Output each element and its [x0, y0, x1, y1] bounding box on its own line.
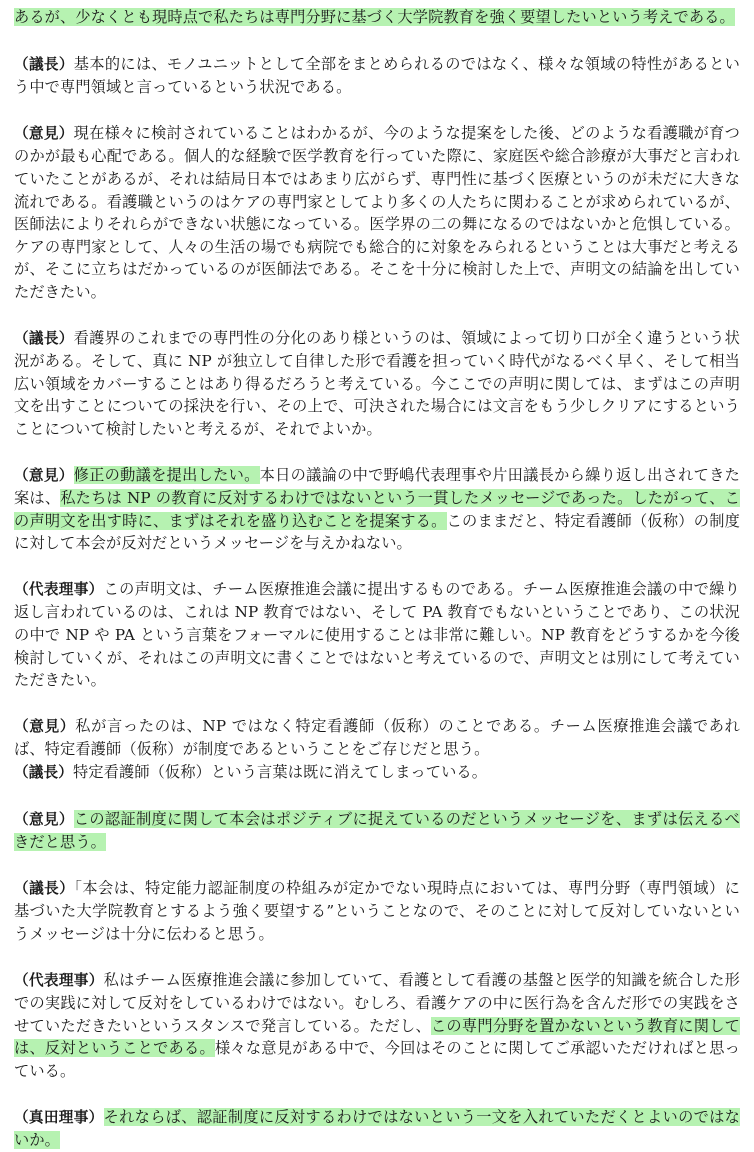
speaker-label: （意見） — [14, 717, 76, 735]
highlighted-text: 修正の動議を提出したい。 — [73, 465, 260, 484]
speaker-label: （代表理事） — [14, 971, 104, 989]
paragraph — [14, 53, 740, 99]
highlighted-text: この専門分野を置かないという教育に関しては、反対ということである。 — [14, 1016, 740, 1058]
body-text: この声明文は、チーム医療推進会議に提出するものである。チーム医療推進会議の中で繰り返し言われているのは、これは NP 教育ではない、そして PA 教育でもないということであり、この状況の中で NP や PA という言葉をフォーマルに使用することは非常に難しい。NP 教育をどうするかを今後検討していくが、それはこの声明文に書くことではないと考えているので、声明文とは別にして考えていただきたい。 — [14, 579, 741, 690]
body-text: 私はチーム医療推進会議に参加していて、看護として看護の基盤と医学的知識を統合した形での実践に対して反対をしているわけではない。むしろ、看護ケアの中に医行為を含んだ形での実践をさせていただきたいというスタンスで発言している。ただし、 — [14, 970, 740, 1035]
body-text: このままだと、特定看護師（仮称）の制度に対して本会が反対だというメッセージを与えかねない。 — [14, 511, 740, 553]
speaker-label: （代表理事） — [14, 580, 104, 598]
body-text: 現在様々に検討されていることはわかるが、今のような提案をした後、どのような看護職が育つのかが最も心配である。個人的な経験で医学教育を行っていた際に、家庭医や総合診療が大事だと言われていたことがあるが、それは結局日本ではあまり広がらず、専門性に基づく医療というのが未だに大きな流れである。看護職というのはケアの専門家としてより多くの人たちに関わることが求められているが、医師法によりそれらができない状態になっている。医学界の二の舞になるのではないかと危惧している。ケアの専門家として、人々の生活の場でも病院でも総合的に対象をみられるということは大事だと考えるが、そこに立ちはだかっているのが医師法である。そこを十分に検討した上で、声明文の結論を出していただきたい。 — [14, 123, 741, 301]
body-text: 私が言ったのは、NP ではなく特定看護師（仮称）のことである。チーム医療推進会議であれば、特定看護師（仮称）が制度であるということをご存じだと思う。 — [14, 716, 740, 759]
paragraph — [14, 1106, 740, 1152]
paragraph — [14, 6, 740, 30]
paragraph — [14, 122, 740, 304]
paragraph — [14, 715, 740, 761]
highlighted-text: それならば、認証制度に反対するわけではないという一文を入れていただくとよいのではないか。 — [14, 1107, 741, 1150]
highlighted-text: 私たちは NP の教育に反対するわけではないという一貫したメッセージであった。したがって、この声明文を出す時に、まずはそれを盛り込むことを提案する。 — [14, 489, 741, 530]
speaker-label: （議長） — [14, 329, 74, 347]
body-text: 基本的には、モノユニットとして全部をまとめられるのではなく、様々な領域の特性があるという中で専門領域と言っているという状況である。 — [14, 54, 740, 97]
body-text: 看護界のこれまでの専門性の分化のあり様というのは、領域によって切り口が全く違うという状況がある。そして、真に NP が独立して自律した形で看護を担っていく時代がなるべく早く、そして相当広い領域をカバーすることはあり得るだろうと考えている。今ここでの声明に関しては、まずはこの声明文を出すことについての採決を行い、その上で、可決された場合には文言をもう少しクリアにするということについて検討したいと考えるが、それでよいか。 — [14, 328, 741, 438]
body-text: 「本会は、特定能力認証制度の枠組みが定かでない現時点においては、専門分野（専門領域）に基づいた大学院教育とするよう強く要望する”ということなので、そのことに対して反対していないというメッセージは十分に伝わると思う。 — [14, 878, 740, 943]
body-text: 特定看護師（仮称）という言葉は既に消えてしまっている。 — [72, 763, 488, 782]
speaker-label: （真田理事） — [14, 1108, 104, 1126]
speaker-label: （議長） — [14, 55, 74, 73]
highlighted-text: この認証制度に関して本会はポジティブに捉えているのだというメッセージを、まずは伝えるべきだと思う。 — [14, 809, 740, 852]
body-text: 本日の議論の中で野嶋代表理事や片田議長から繰り返し出されてきた案は、 — [14, 465, 740, 508]
highlighted-text: あるが、少なくとも現時点で私たちは専門分野に基づく大学院教育を強く要望したいという考えである。 — [14, 8, 735, 26]
paragraph — [14, 808, 740, 854]
paragraph — [14, 877, 740, 946]
paragraph — [14, 578, 740, 692]
paragraph — [14, 327, 740, 441]
body-text: 様々な意見がある中で、今回はそのことに関してご承認いただければと思っている。 — [14, 1039, 741, 1080]
paragraph — [14, 969, 740, 1083]
speaker-label: （意見） — [14, 124, 74, 142]
speaker-label: （意見） — [14, 466, 74, 484]
paragraph — [14, 464, 740, 555]
paragraph — [14, 761, 740, 785]
speaker-label: （意見） — [14, 810, 74, 828]
speaker-label: （議長） — [14, 764, 73, 782]
speaker-label: （議長） — [14, 879, 75, 897]
